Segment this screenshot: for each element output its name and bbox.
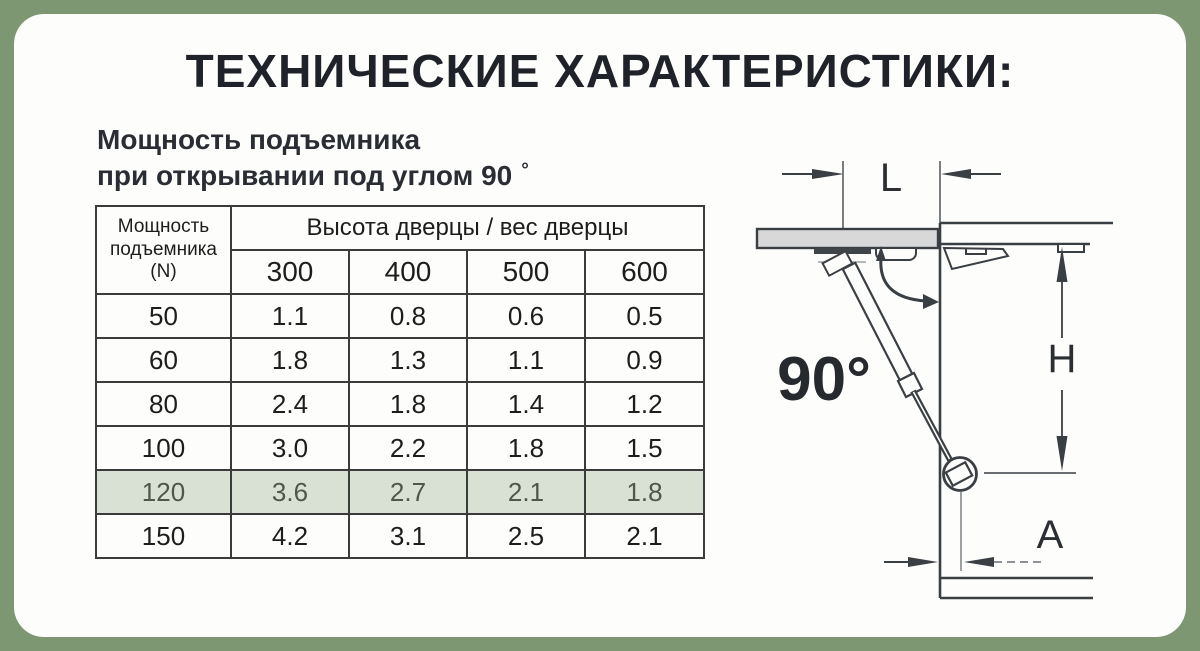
label-H: H	[1047, 337, 1077, 381]
value-cell: 0.8	[349, 294, 467, 338]
col-header-600: 600	[585, 250, 704, 294]
col-header-300: 300	[231, 250, 349, 294]
value-cell: 1.8	[585, 470, 704, 514]
lift-mechanism-diagram	[740, 140, 1185, 635]
caption-line2: при открывании под углом 90	[97, 160, 513, 192]
power-cell: 50	[96, 294, 231, 338]
value-cell: 1.3	[349, 338, 467, 382]
caption-line1: Мощность подъемника	[97, 124, 421, 155]
table-row	[96, 382, 704, 426]
table-row	[96, 426, 704, 470]
value-cell: 1.1	[467, 338, 585, 382]
value-cell: 2.7	[349, 470, 467, 514]
dimension-A	[884, 492, 1042, 571]
power-cell: 120	[96, 470, 231, 514]
table-row	[96, 294, 704, 338]
power-cell: 150	[96, 514, 231, 558]
value-cell: 1.1	[231, 294, 349, 338]
table-row-highlighted	[96, 470, 704, 514]
col-header-500: 500	[467, 250, 585, 294]
value-cell: 1.5	[585, 426, 704, 470]
power-cell: 60	[96, 338, 231, 382]
power-cell: 80	[96, 382, 231, 426]
spec-card	[14, 14, 1186, 637]
degree-sign: °	[521, 160, 529, 182]
corner-header-cell: Мощность подъемника (N)	[96, 206, 231, 294]
value-cell: 1.4	[467, 382, 585, 426]
value-cell: 1.8	[349, 382, 467, 426]
value-cell: 2.2	[349, 426, 467, 470]
group-header-cell: Высота дверцы / вес дверцы	[231, 206, 704, 250]
value-cell: 2.4	[231, 382, 349, 426]
value-cell: 0.9	[585, 338, 704, 382]
label-A: A	[1036, 513, 1064, 557]
value-cell: 1.2	[585, 382, 704, 426]
value-cell: 3.0	[231, 426, 349, 470]
value-cell: 2.1	[585, 514, 704, 558]
label-L: L	[879, 156, 903, 200]
value-cell: 0.5	[585, 294, 704, 338]
value-cell: 3.1	[349, 514, 467, 558]
value-cell: 2.5	[467, 514, 585, 558]
page-title: ТЕХНИЧЕСКИЕ ХАРАКТЕРИСТИКИ:	[185, 45, 1015, 97]
lifter-power-table	[95, 205, 705, 559]
value-cell: 4.2	[231, 514, 349, 558]
table-caption	[97, 122, 529, 195]
table-row	[96, 514, 704, 558]
angle-label: 90°	[777, 345, 871, 414]
cabinet-carcass	[940, 223, 1113, 598]
value-cell: 3.6	[231, 470, 349, 514]
value-cell: 1.8	[231, 338, 349, 382]
table-row	[96, 338, 704, 382]
value-cell: 1.8	[467, 426, 585, 470]
table-header-row	[96, 206, 704, 250]
power-cell: 100	[96, 426, 231, 470]
door-panel	[757, 229, 938, 248]
value-cell: 2.1	[467, 470, 585, 514]
col-header-400: 400	[349, 250, 467, 294]
value-cell: 0.6	[467, 294, 585, 338]
